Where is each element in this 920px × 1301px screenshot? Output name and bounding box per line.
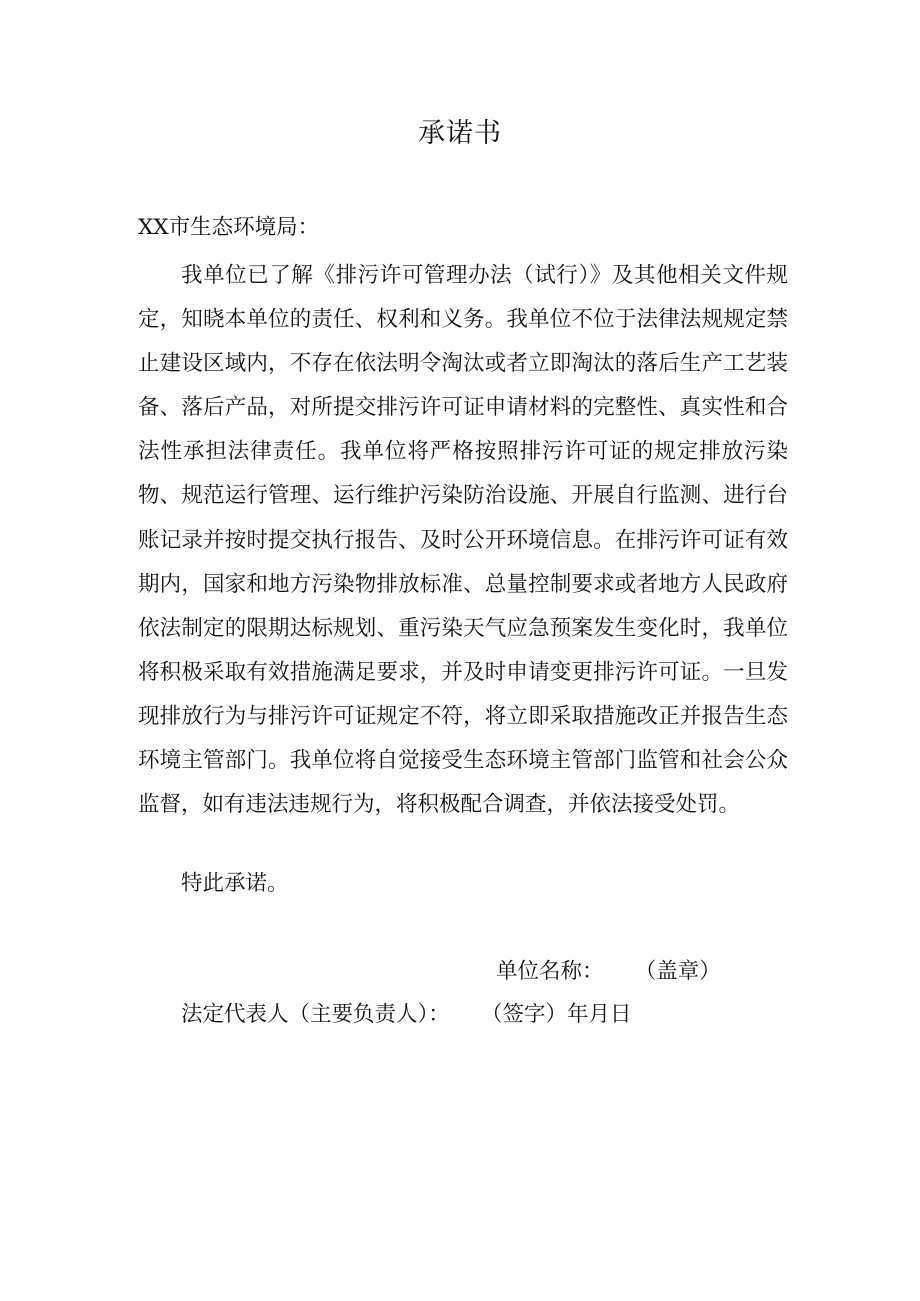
seal-label: （盖章） (645, 959, 721, 984)
signature-date-label: （签字）年月日 (491, 1002, 632, 1027)
closing-line: 特此承诺。 (181, 871, 289, 896)
representative-line (181, 995, 632, 1035)
addressee-line: XX市生态环境局： (138, 215, 320, 240)
unit-name-label: 单位名称： (496, 959, 604, 984)
representative-label: 法定代表人（主要负责人）： (181, 1002, 450, 1027)
document-title: 承诺书 (418, 118, 502, 149)
commitment-body: 我单位已了解《排污许可管理办法（试行）》及其他相关文件规定，知晓本单位的责任、权利和义务。我单位不位于法律法规规定禁止建设区域内，不存在依法明令淘汰或者立即淘汰的落后生产工艺装备、落后产品，对所提交排污许可证申请材料的完整性、真实性和合法性承担法律责任。我单位将严格按照排污许可证的规定排放污染物、规范运行管理、运行维护污染防治设施、开展自行监测、进行台账记录并按时提交执行报告、及时公开环境信息。在排污许可证有效期内，国家和地方污染物排放标准、总量控制要求或者地方人民政府依法制定的限期达标规划、重污染天气应急预案发生变化时，我单位将积极采取有效措施满足要求，并及时申请变更排污许可证。一旦发现排放行为与排污许可证规定不符，将立即采取措施改正并报告生态环境主管部门。我单位将自觉接受生态环境主管部门监管和社会公众监督，如有违法违规行为，将积极配合调查，并依法接受处罚。 (138, 263, 788, 818)
unit-name-line (496, 952, 721, 992)
